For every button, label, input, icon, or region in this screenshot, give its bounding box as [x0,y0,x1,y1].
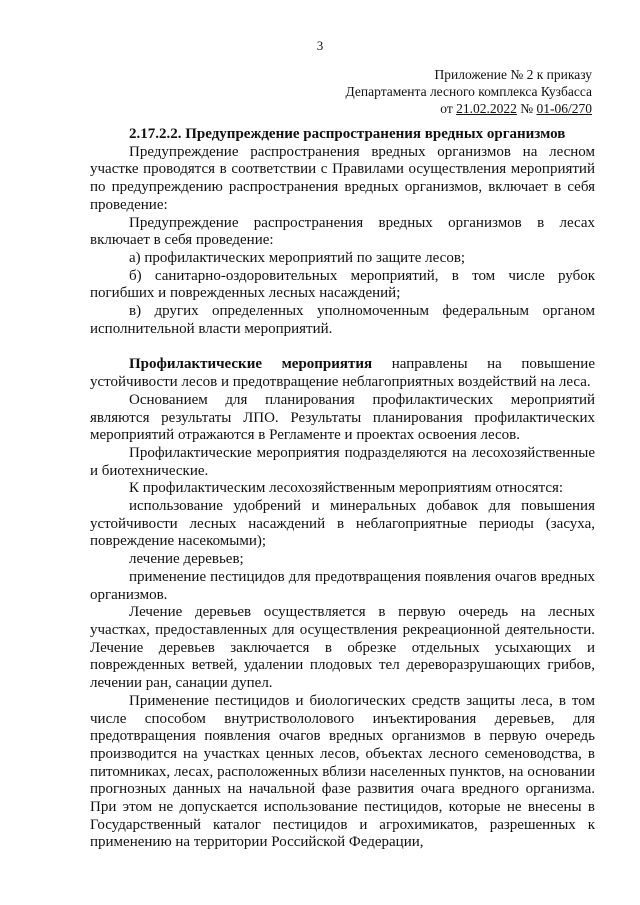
paragraph-gap [90,338,595,356]
appendix-header [346,66,592,117]
measure-fertilizers: использование удобрений и минеральных добавок для повышения устойчивости лесных насаждений в неблагоприятные периоды (засуха, повреждение насекомыми); [90,498,595,550]
paragraph-basis: Основанием для планирования профилактических мероприятий являются результаты ЛПО. Результаты планирования профилактических мероприятий отражаются в Регламенте и проектах освоения лесов. [90,391,595,444]
paragraph-2: Предупреждение распространения вредных организмов в лесах включает в себя проведение: [90,214,595,249]
paragraph-preventive-rest: направлены на повышение устойчивости лесов и предотвращение неблагоприятных воздействий на леса. [90,356,595,391]
list-item-a: а) профилактических мероприятий по защите лесов; [129,249,466,266]
paragraph-tree-treatment: Лечение деревьев осуществляется в первую очередь на лесных участках, предоставленных для осуществления рекреационной деятельности. Лечение деревьев заключается в обрезке отдельных усыхающих и поврежденных ветвей, удалении плодовых тел дереворазрушающих грибов, лечении ран, санации дупел. [90,604,595,692]
appendix-line-2: Департамента лесного комплекса Кузбасса [345,84,592,99]
order-date: 21.02.2022 [456,101,517,116]
document-body [90,126,595,852]
measure-pesticides: применение пестицидов для предотвращения появления очагов вредных организмов. [90,568,595,603]
appendix-line-1: Приложение № 2 к приказу [434,67,592,82]
section-title: 2.17.2.2. Предупреждение распространения вредных организмов [129,126,566,142]
list-item-b: б) санитарно-оздоровительных мероприятий, в том числе рубок погибших и поврежденных лесных насаждений; [90,267,595,302]
number-prefix: № [516,101,537,116]
paragraph-pesticide-use: Применение пестицидов и биологических средств защиты леса, в том числе способом внутриствололового инъектирования деревьев, для предотвращения появления очагов вредных организмов в первую очередь производится на участках ценных лесов, объектах лесного семеноводства, в питомниках, лесах, расположенных вблизи населенных пунктов, на основании прогнозных данных на начальной фазе развития очага вредного организма. При этом не допускается использование пестицидов, которые не внесены в Государственный каталог пестицидов и агрохимикатов, разрешенных к применению на территории Российской Федерации, [90,692,595,851]
date-prefix: от [440,101,457,116]
paragraph-forestry-measures: К профилактическим лесохозяйственным мероприятиям относятся: [129,480,564,497]
list-item-c: в) других определенных уполномоченным федеральным органом исполнительной власти мероприятий. [90,303,595,337]
order-number: 01-06/270 [536,101,592,116]
paragraph-1: Предупреждение распространения вредных организмов на лесном участке проводятся в соответствии с Правилами осуществления мероприятий по предупреждению распространения вредных организмов, включает в себя проведение: [90,143,595,213]
measure-tree-treatment: лечение деревьев; [129,551,244,568]
paragraph-division: Профилактические мероприятия подразделяются на лесохозяйственные и биотехнические. [90,444,595,479]
term-preventive-measures: Профилактические мероприятия [129,356,373,373]
page-number: 3 [316,38,324,53]
appendix-line-3 [346,100,592,117]
paragraph-preventive [90,356,595,391]
